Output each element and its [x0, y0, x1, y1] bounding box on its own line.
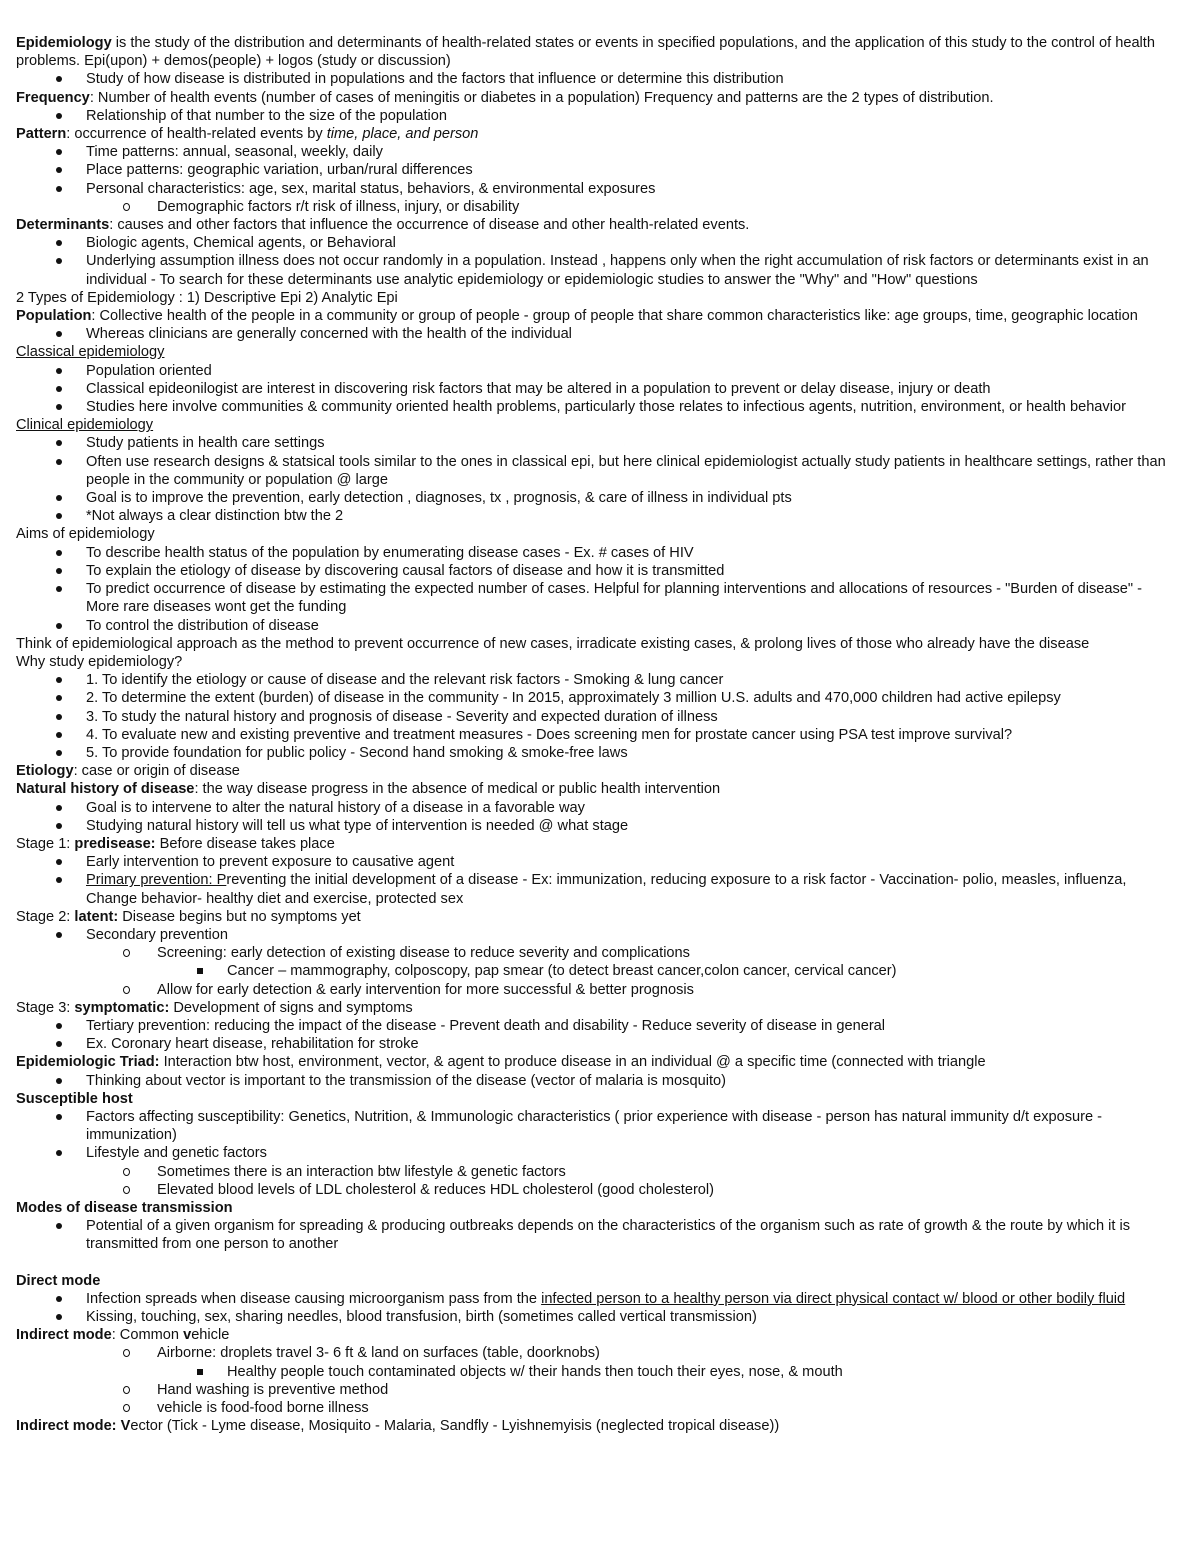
text-run: : Common — [111, 1327, 184, 1344]
blank-line — [0, 1254, 1200, 1272]
bullet-item — [86, 562, 1176, 580]
bullet-item — [86, 489, 1176, 507]
bullet-item — [86, 507, 1176, 525]
term-label: v — [183, 1327, 192, 1344]
paragraph — [16, 835, 1176, 853]
bullet-item — [86, 799, 1176, 817]
bullet-item — [86, 362, 1176, 380]
text-run: : Collective health of the people in a community or group of people - group of people that share common characteristics like: age groups, time, geographic location — [91, 308, 1138, 325]
text-run: Population oriented — [86, 362, 212, 379]
text-run: Classical epidemiology — [16, 344, 165, 361]
term-label: predisease: — [74, 835, 156, 852]
text-run: Studying natural history will tell us what type of intervention is needed @ what stage — [86, 817, 629, 834]
text-run: 4. To evaluate new and existing preventive and treatment measures - Does screening men for prostate cancer using PSA test improve survival? — [86, 726, 1013, 743]
bullet-item — [86, 434, 1176, 452]
paragraph — [16, 343, 1176, 361]
text-run: Early intervention to prevent exposure to causative agent — [86, 854, 455, 871]
paragraph — [16, 216, 1176, 234]
term-label: symptomatic: — [74, 999, 170, 1016]
text-run: Place patterns: geographic variation, urban/rural differences — [86, 162, 473, 179]
text-run: Studies here involve communities & community oriented health problems, particularly those relates to infectious agents, nutrition, environment, or health behavior — [86, 399, 1126, 416]
text-run: Think of epidemiological approach as the method to prevent occurrence of new cases, irradicate existing cases, & prolong lives of those who already have the disease — [16, 635, 1090, 652]
text-run: Why study epidemiology? — [16, 653, 183, 670]
text-run: 3. To study the natural history and prognosis of disease - Severity and expected duration of illness — [86, 708, 718, 725]
bullet-item — [86, 453, 1176, 489]
bullet-sub — [157, 981, 1176, 999]
term-label: Population — [16, 308, 92, 325]
text-run: Before disease takes place — [155, 835, 335, 852]
text-run: Allow for early detection & early intervention for more successful & better prognosis — [157, 981, 694, 998]
text-run: Infection spreads when disease causing microorganism pass from the — [86, 1290, 542, 1307]
text-run: Demographic factors r/t risk of illness, injury, or disability — [157, 198, 520, 215]
text-run: : case or origin of disease — [73, 763, 240, 780]
text-run: Goal is to intervene to alter the natural history of a disease in a favorable way — [86, 799, 585, 816]
text-run: Screening: early detection of existing disease to reduce severity and complications — [157, 945, 690, 962]
text-run: reventing the initial development of a disease - Ex: immunization, reducing exposure to a risk factor - Vaccination- polio, measles, influenza, Change behavior- healthy diet and exercise, protected sex — [86, 872, 1127, 907]
text-run: Thinking about vector is important to the transmission of the disease (vector of malaria is mosquito) — [86, 1072, 726, 1089]
text-run: Elevated blood levels of LDL cholesterol & reduces HDL cholesterol (good cholesterol) — [157, 1181, 715, 1198]
text-run: To describe health status of the population by enumerating disease cases - Ex. # cases of HIV — [86, 544, 694, 561]
text-run: Kissing, touching, sex, sharing needles, blood transfusion, birth (sometimes called vertical transmission) — [86, 1309, 757, 1326]
term-label: Epidemiology — [16, 35, 112, 51]
text-run: time, place, and person — [326, 126, 479, 143]
term-label: Modes of disease transmission — [16, 1200, 233, 1216]
bullet-sub — [157, 198, 1176, 216]
bullet-item — [86, 1072, 1176, 1090]
text-run: ector (Tick - Lyme disease, Mosiquito - Malaria, Sandfly - Lyishnemyisis (neglected tropical disease)) — [130, 1418, 780, 1435]
text-run: is the study of the distribution and determinants of health-related states or events in specified populations, and the application of this study to the control of health problems. Epi(upon) + demos(people) + logos (study or discussion) — [16, 35, 1155, 70]
bullet-sub — [157, 1163, 1176, 1181]
text-run: Study of how disease is distributed in populations and the factors that influence or determine this distribution — [86, 71, 784, 88]
text-run: Classical epideonilogist are interest in discovering risk factors that may be altered in a population to prevent or delay disease, injury or death — [86, 380, 991, 397]
bullet-item — [86, 617, 1176, 635]
paragraph — [16, 289, 1176, 307]
text-run: : the way disease progress in the absence of medical or public health intervention — [194, 781, 721, 798]
text-run: To control the distribution of disease — [86, 617, 319, 634]
text-run: Goal is to improve the prevention, early detection , diagnoses, tx , prognosis, & care of illness in individual pts — [86, 490, 792, 507]
bullet-sub — [157, 1344, 1176, 1362]
bullet-square — [227, 1363, 1176, 1381]
text-run: Relationship of that number to the size of the population — [86, 107, 448, 124]
text-run: Cancer – mammography, colposcopy, pap smear (to detect breast cancer,colon cancer, cervical cancer) — [227, 963, 897, 980]
text-run: Factors affecting susceptibility: Genetics, Nutrition, & Immunologic characteristics ( prior experience with disease - person has natural immunity d/t exposure - immunization) — [86, 1108, 1103, 1144]
text-run: Stage 3: — [16, 999, 75, 1016]
text-run: Potential of a given organism for spreading & producing outbreaks depends on the characteristics of the organism such as rate of growth & the route by which it is transmitted from one person to another — [86, 1218, 1131, 1253]
text-run: Underlying assumption illness does not occur randomly in a population. Instead , happens only when the right accumulation of risk factors or determinants exist in an individual - To search for these determinants use analytic epidemiology or epidemiologic studies to answer the "Why" and "How" questions — [86, 253, 1149, 288]
text-run: Clinical epidemiology — [16, 417, 154, 434]
text-run: infected person to a healthy person via direct physical contact w/ blood or other bodily fluid — [541, 1290, 1126, 1307]
text-run: Hand washing is preventive method — [157, 1381, 389, 1398]
text-run: 2 Types of Epidemiology : 1) Descriptive Epi 2) Analytic Epi — [16, 289, 398, 306]
paragraph — [16, 1053, 1176, 1071]
paragraph — [16, 525, 1176, 543]
bullet-item — [86, 180, 1176, 198]
bullet-item — [86, 1308, 1176, 1326]
text-run: To explain the etiology of disease by discovering causal factors of disease and how it is transmitted — [86, 562, 725, 579]
paragraph — [16, 1326, 1176, 1344]
bullet-item — [86, 398, 1176, 416]
text-run: Study patients in health care settings — [86, 435, 325, 452]
text-run: 1. To identify the etiology or cause of disease and the relevant risk factors - Smoking & lung cancer — [86, 672, 724, 689]
paragraph — [16, 999, 1176, 1017]
bullet-sub — [157, 1181, 1176, 1199]
term-label: Susceptible host — [16, 1090, 133, 1107]
text-run: Ex. Coronary heart disease, rehabilitation for stroke — [86, 1036, 419, 1053]
text-run: Stage 1: — [16, 835, 75, 852]
bullet-item — [86, 325, 1176, 343]
bullet-item — [86, 1017, 1176, 1035]
bullet-item — [86, 671, 1176, 689]
text-run: *Not always a clear distinction btw the 2 — [86, 508, 344, 525]
term-label: Direct mode — [16, 1272, 101, 1289]
text-run: : Number of health events (number of cases of meningitis or diabetes in a population) Frequency and patterns are the 2 types of distribution. — [89, 89, 994, 106]
text-run: Lifestyle and genetic factors — [86, 1145, 267, 1162]
bullet-item — [86, 234, 1176, 252]
paragraph — [16, 34, 1176, 70]
text-run: Development of signs and symptoms — [169, 999, 413, 1016]
term-label: Determinants — [16, 217, 110, 234]
term-label: latent: — [74, 908, 119, 925]
text-run: Aims of epidemiology — [16, 526, 155, 543]
bullet-sub — [157, 944, 1176, 962]
bullet-item — [86, 161, 1176, 179]
text-run: Often use research designs & statsical tools similar to the ones in classical epi, but here clinical epidemiologist actually study patients in healthcare settings, rather than people in the community or population @ large — [86, 453, 1166, 488]
term-label: Indirect mode: — [16, 1418, 117, 1435]
text-run: Tertiary prevention: reducing the impact of the disease - Prevent death and disability - Reduce severity of disease in general — [86, 1017, 886, 1034]
text-run: Sometimes there is an interaction btw lifestyle & genetic factors — [157, 1163, 566, 1180]
text-run: : causes and other factors that influence the occurrence of disease and other health-related events. — [109, 217, 750, 234]
bullet-item — [86, 1217, 1176, 1253]
bullet-item — [86, 689, 1176, 707]
paragraph — [16, 653, 1176, 671]
paragraph — [16, 416, 1176, 434]
bullet-item — [86, 107, 1176, 125]
text-run: Primary prevention: P — [86, 872, 227, 889]
bullet-item — [86, 1108, 1176, 1144]
paragraph — [16, 780, 1176, 798]
term-label: Epidemiologic Triad: — [16, 1054, 160, 1071]
text-run: Secondary prevention — [86, 926, 228, 943]
paragraph — [16, 307, 1176, 325]
paragraph — [16, 762, 1176, 780]
paragraph — [16, 1199, 1176, 1217]
text-run: Airborne: droplets travel 3- 6 ft & land on surfaces (table, doorknobs) — [157, 1345, 600, 1362]
paragraph — [16, 635, 1176, 653]
text-run: To predict occurrence of disease by estimating the expected number of cases. Helpful for planning interventions and allocations of resources - "Burden of disease" - More rare diseases wont get the funding — [86, 581, 1143, 616]
text-run: Interaction btw host, environment, vector, & agent to produce disease in an individual @ a specific time (connected with triangle — [159, 1054, 986, 1071]
term-label: Frequency — [16, 89, 90, 106]
paragraph — [16, 908, 1176, 926]
term-label: Pattern — [16, 126, 67, 143]
bullet-square — [227, 962, 1176, 980]
bullet-item — [86, 70, 1176, 88]
bullet-item — [86, 544, 1176, 562]
text-run: Time patterns: annual, seasonal, weekly, daily — [86, 144, 383, 161]
text-run: vehicle is food-food borne illness — [157, 1400, 369, 1417]
text-run: Whereas clinicians are generally concerned with the health of the individual — [86, 326, 572, 343]
term-label: Indirect mode — [16, 1327, 112, 1344]
term-label: Natural history of disease — [16, 781, 195, 798]
paragraph — [16, 125, 1176, 143]
text-run: Stage 2: — [16, 908, 75, 925]
text-run: 5. To provide foundation for public policy - Second hand smoking & smoke-free laws — [86, 744, 628, 761]
bullet-item — [86, 744, 1176, 762]
bullet-item — [86, 871, 1176, 907]
text-run: 2. To determine the extent (burden) of disease in the community - In 2015, approximately 3 million U.S. adults and 470,000 children had active epilepsy — [86, 690, 1061, 707]
term-label: V — [120, 1418, 131, 1435]
bullet-item — [86, 580, 1176, 616]
bullet-item — [86, 817, 1176, 835]
text-run: Disease begins but no symptoms yet — [118, 908, 361, 925]
bullet-item — [86, 926, 1176, 944]
bullet-item — [86, 380, 1176, 398]
bullet-sub — [157, 1381, 1176, 1399]
bullet-item — [86, 708, 1176, 726]
bullet-item — [86, 1144, 1176, 1162]
bullet-item — [86, 1035, 1176, 1053]
bullet-item — [86, 726, 1176, 744]
text-run: ehicle — [191, 1327, 230, 1344]
text-run: : occurrence of health-related events by — [66, 126, 327, 143]
bullet-sub — [157, 1399, 1176, 1417]
text-run: Personal characteristics: age, sex, marital status, behaviors, & environmental exposures — [86, 180, 656, 197]
paragraph — [16, 1272, 1176, 1290]
bullet-item — [86, 143, 1176, 161]
bullet-item — [86, 853, 1176, 871]
text-run: Healthy people touch contaminated objects w/ their hands then touch their eyes, nose, & mouth — [227, 1363, 843, 1380]
bullet-item — [86, 252, 1176, 288]
term-label: Etiology — [16, 763, 74, 780]
paragraph — [16, 89, 1176, 107]
text-run: Biologic agents, Chemical agents, or Behavioral — [86, 235, 396, 252]
bullet-item — [86, 1290, 1176, 1308]
paragraph — [16, 1090, 1176, 1108]
paragraph — [16, 1417, 1176, 1435]
